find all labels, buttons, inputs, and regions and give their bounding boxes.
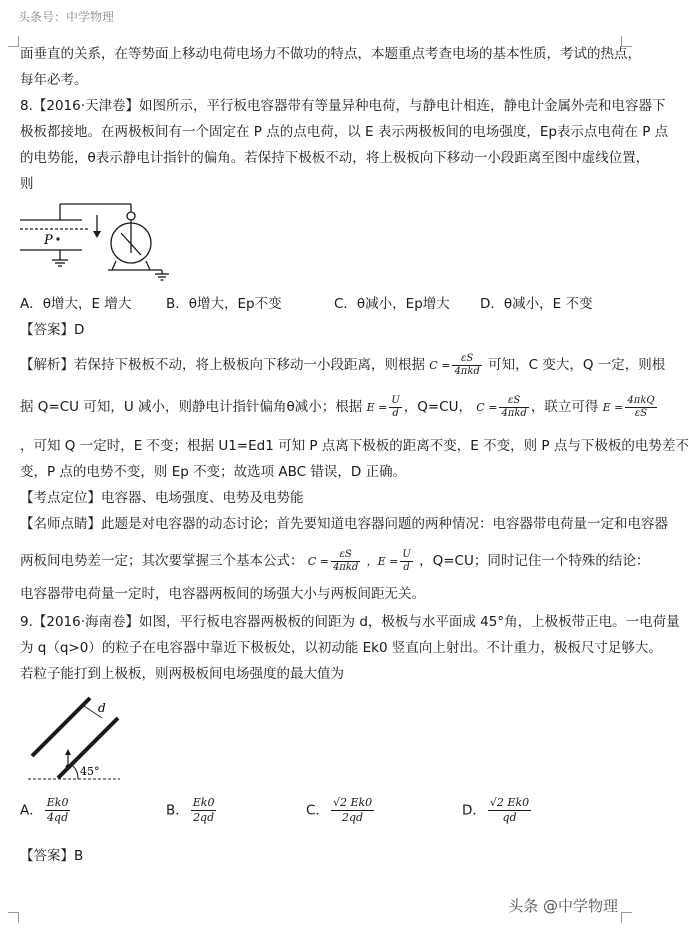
fraction-numerator: εS: [331, 549, 360, 562]
option-fraction: [331, 796, 374, 825]
prev-line-2: 每年必考。: [20, 72, 88, 88]
q8-analysis-line-4: 变，P 点的电势不变，则 Ep 不变；故选项 ABC 错误，D 正确。: [20, 464, 407, 480]
q9-option-b: [166, 796, 218, 825]
fraction-denominator: 4πkd: [501, 407, 527, 419]
option-fraction: [45, 796, 71, 825]
formula-c-label: C =: [476, 401, 498, 414]
q8-option-d: D．θ减小，E 不变: [480, 296, 593, 312]
formula-fraction: [389, 395, 401, 420]
q8-analysis-line-1: [20, 350, 666, 381]
option-fraction: [191, 796, 217, 825]
option-fraction: [488, 796, 531, 825]
analysis-text: 可知，C 变大，Q 一定，则根: [488, 357, 666, 373]
q8-tip-line-1: 【名师点睛】此题是对电容器的动态讨论；首先要知道电容器问题的两种情况：电容器带电荷量一定和电容器: [20, 516, 668, 532]
formula-fraction: [499, 395, 528, 420]
analysis-text: ，Q=CU，: [403, 399, 472, 415]
q9-inclined-capacitor-figure: [20, 688, 150, 788]
formula-e-label: ，E =: [366, 555, 399, 568]
option-label: C．: [306, 802, 329, 819]
fraction-numerator: εS: [452, 353, 481, 366]
q8-knowledge-point: 【考点定位】电容器、电场强度、电势及电势能: [20, 490, 304, 506]
q8-option-c: C．θ减小，Ep增大: [334, 296, 450, 312]
fraction-denominator: qd: [502, 811, 517, 824]
fraction-denominator: 4πkd: [454, 365, 480, 377]
q8-tip-line-3: 电容器带电荷量一定时，电容器两板间的场强大小与两板间距无关。: [20, 586, 425, 602]
formula-fraction: [331, 549, 360, 574]
plate-distance-label: d: [98, 701, 106, 715]
formula-fraction: [452, 353, 481, 378]
point-p-label: P: [44, 233, 53, 248]
q8-tip-line-2: [20, 546, 650, 577]
fraction-denominator: 4πkd: [332, 561, 359, 573]
analysis-text: 据 Q=CU 可知，U 减小，则静电计指针偏角θ减小；根据: [20, 399, 363, 415]
q8-analysis-line-3: ，可知 Q 一定时，E 不变；根据 U1=Ed1 可知 P 点离下极板的距离不变，E 不变，则 P 点与下极板的电势差不: [20, 438, 689, 454]
q8-option-b: B．θ增大，Ep不变: [166, 296, 282, 312]
fraction-denominator: εS: [634, 407, 648, 419]
fraction-denominator: d: [392, 407, 399, 419]
q8-line-1: 8.【2016·天津卷】如图所示，平行板电容器带有等量异种电荷，与静电计相连，静电计金属外壳和电容器下: [20, 98, 666, 114]
q9-answer: 【答案】B: [20, 848, 84, 864]
formula-c-label: C =: [307, 555, 329, 568]
fraction-denominator: d: [403, 561, 410, 573]
analysis-text: ，联立可得: [530, 399, 599, 415]
formula-e-label: E =: [366, 401, 388, 414]
q8-line-4: 则: [20, 176, 34, 192]
option-label: D．: [462, 802, 486, 819]
q8-answer: 【答案】D: [20, 322, 85, 338]
watermark: 头条 @中学物理: [508, 897, 618, 915]
formula-fraction: [625, 395, 656, 420]
tip-text: ，Q=CU；同时记住一个特殊的结论：: [419, 553, 650, 569]
crop-mark-br: [621, 912, 632, 923]
q9-line-3: 若粒子能打到上极板，则两极板间电场强度的最大值为: [20, 666, 344, 682]
option-label: B．: [166, 802, 189, 819]
q9-line-2: 为 q（q>0）的粒子在电容器中靠近下极板处，以初动能 Ek0 竖直向上射出。不计重力，极板尺寸足够大。: [20, 640, 662, 656]
fraction-denominator: 2qd: [193, 811, 215, 824]
q9-option-c: [306, 796, 376, 825]
tip-text: 两板间电势差一定；其次要掌握三个基本公式：: [20, 553, 304, 569]
fraction-denominator: 4qd: [47, 811, 69, 824]
q8-line-3: 的电势能，θ表示静电计指针的偏角。若保持下极板不动，将上极板向下移动一小段距离至图中虚线位置，: [20, 150, 650, 166]
angle-label: 45°: [80, 765, 100, 778]
q9-line-1: 9.【2016·海南卷】如图，平行板电容器两极板的间距为 d，极板与水平面成 45°角，上极板带正电。一电荷量: [20, 614, 680, 630]
crop-mark-tl: [8, 36, 19, 47]
formula-e-label: E =: [602, 401, 624, 414]
fraction-numerator: εS: [499, 395, 528, 408]
fraction-numerator: Ek0: [46, 796, 69, 809]
q9-option-d: [462, 796, 533, 825]
q8-line-2: 极板都接地。在两极板间有一个固定在 P 点的点电荷，以 E 表示两极板间的电场强度，Ep表示点电荷在 P 点: [20, 124, 669, 140]
q9-option-a: [20, 796, 72, 825]
fraction-numerator: U: [391, 394, 400, 406]
fraction-numerator: √2 Ek0: [489, 796, 530, 809]
q8-option-a: A．θ增大，E 增大: [20, 296, 132, 312]
fraction-denominator: 2qd: [341, 811, 364, 824]
option-label: A．: [20, 802, 43, 819]
analysis-text: 【解析】若保持下极板不动，将上极板向下移动一小段距离，则根据: [20, 357, 425, 373]
crop-mark-bl: [8, 912, 19, 923]
fraction-numerator: 4πkQ: [627, 394, 655, 406]
prev-line-1: 面垂直的关系，在等势面上移动电荷电场力不做功的特点，本题重点考查电场的基本性质，考试的热点，: [20, 46, 641, 62]
source-header: 头条号：中学物理: [18, 10, 115, 24]
fraction-numerator: U: [402, 548, 411, 560]
fraction-numerator: √2 Ek0: [332, 796, 373, 809]
formula-c-label: C =: [429, 359, 451, 372]
formula-fraction: [400, 549, 412, 574]
q8-capacitor-electrometer-figure: [20, 198, 180, 288]
fraction-numerator: Ek0: [192, 796, 215, 809]
